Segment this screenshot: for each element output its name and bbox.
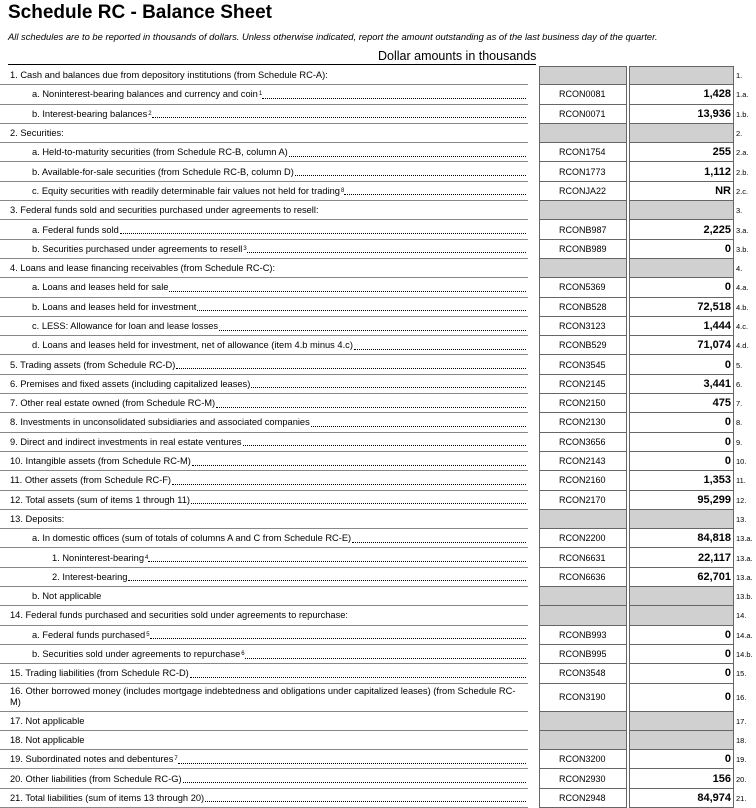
mdrm-code-cell: RCON6636 xyxy=(539,568,627,587)
amount-cell: 0 xyxy=(629,278,734,297)
amount-cell: 71,074 xyxy=(629,336,734,355)
mdrm-code-cell xyxy=(539,731,627,750)
row-label xyxy=(0,259,528,278)
item-number: 3.a. xyxy=(736,225,749,235)
item-number: 13.a. xyxy=(736,534,753,544)
item-number: 1.a. xyxy=(736,90,749,100)
table-row xyxy=(0,568,756,587)
table-row xyxy=(0,510,756,529)
row-label-text: a. Federal funds sold xyxy=(32,224,119,235)
table-row xyxy=(0,731,756,750)
item-number: 9. xyxy=(736,437,743,447)
amount-cell: 156 xyxy=(629,769,734,788)
item-number: 18. xyxy=(736,735,747,745)
dot-leader xyxy=(150,637,526,639)
row-label: a. Federal funds purchased 5 xyxy=(0,626,528,645)
table-row xyxy=(0,684,756,712)
table-row xyxy=(0,317,756,336)
table-row xyxy=(0,645,756,664)
table-row xyxy=(0,182,756,201)
row-label xyxy=(0,143,528,162)
item-number: 3.b. xyxy=(736,244,749,254)
instructions-text: All schedules are to be reported in thousands of dollars. Unless otherwise indicated, report the amount outstanding as of the last business day of the quarter. xyxy=(8,31,658,42)
item-number: 11. xyxy=(736,476,746,486)
item-number: 4.c. xyxy=(736,322,749,331)
row-label xyxy=(0,731,528,750)
row-label-text: 12. Total assets (sum of items 1 through 11) xyxy=(10,494,190,505)
row-label xyxy=(0,220,528,239)
amount-cell: 0 xyxy=(629,433,734,452)
dot-leader xyxy=(178,762,526,764)
row-label-text: 2. Securities: xyxy=(10,128,64,139)
table-row xyxy=(0,452,756,471)
mdrm-code-cell: RCON6631 xyxy=(539,548,627,567)
table-row xyxy=(0,413,756,432)
dot-leader xyxy=(354,348,526,350)
row-label xyxy=(0,789,528,808)
amount-cell: 84,818 xyxy=(629,529,734,548)
dot-leader xyxy=(183,781,526,783)
item-number: 4. xyxy=(736,264,743,274)
amount-cell: 0 xyxy=(629,452,734,471)
mdrm-code-cell: RCON0071 xyxy=(539,105,627,124)
amount-cell: 1,112 xyxy=(629,162,734,181)
row-label xyxy=(0,568,528,587)
row-label xyxy=(0,471,528,490)
item-number: 6. xyxy=(736,379,743,389)
mdrm-code-cell: RCON2948 xyxy=(539,789,627,808)
row-label-text: 18. Not applicable xyxy=(10,734,85,745)
amount-cell xyxy=(629,731,734,750)
row-label: 19. Subordinated notes and debentures 7 xyxy=(0,750,528,769)
amount-cell: 13,936 xyxy=(629,105,734,124)
row-label-text: 1. Noninterest-bearing xyxy=(52,552,144,563)
item-number: 12. xyxy=(736,495,747,505)
units-heading: Dollar amounts in thousands xyxy=(378,49,537,63)
dot-leader xyxy=(192,464,526,466)
row-label-text: 3. Federal funds sold and securities purchased under agreements to resell: xyxy=(10,205,319,216)
item-number: 4.d. xyxy=(736,341,749,351)
amount-cell: 0 xyxy=(629,413,734,432)
amount-cell xyxy=(629,66,734,85)
row-label xyxy=(0,413,528,432)
mdrm-code-cell: RCON3545 xyxy=(539,355,627,374)
mdrm-code-cell xyxy=(539,712,627,731)
item-number: 5. xyxy=(736,360,743,370)
dot-leader xyxy=(295,174,526,176)
row-label xyxy=(0,355,528,374)
row-label-text: b. Interest-bearing balances xyxy=(32,108,148,119)
amount-cell: NR xyxy=(629,182,734,201)
row-label xyxy=(0,317,528,336)
item-number: 2. xyxy=(736,129,743,139)
mdrm-code-cell: RCON2145 xyxy=(539,375,627,394)
row-label-text: a. Federal funds purchased xyxy=(32,629,146,640)
amount-cell: 84,974 xyxy=(629,789,734,808)
row-label xyxy=(0,712,528,731)
row-label-text: 11. Other assets (from Schedule RC-F) xyxy=(10,475,172,486)
dot-leader xyxy=(191,502,526,504)
mdrm-code-cell: RCON2200 xyxy=(539,529,627,548)
item-number: 13.b. xyxy=(736,592,753,602)
row-label-text: a. Held-to-maturity securities (from Schedule RC-B, column A) xyxy=(32,147,288,158)
row-label xyxy=(0,201,528,220)
row-label-text: 6. Premises and fixed assets (including capitalized leases) xyxy=(10,378,251,389)
mdrm-code-cell: RCON2160 xyxy=(539,471,627,490)
dot-leader xyxy=(311,425,526,427)
page-title: Schedule RC - Balance Sheet xyxy=(8,2,272,23)
row-label: c. Equity securities with readily determinable fair values not held for trading 8 xyxy=(0,182,528,201)
mdrm-code-cell xyxy=(539,259,627,278)
amount-cell: 0 xyxy=(629,684,734,712)
amount-cell: 0 xyxy=(629,626,734,645)
mdrm-code-cell: RCON3200 xyxy=(539,750,627,769)
dot-leader xyxy=(216,406,526,408)
row-label xyxy=(0,394,528,413)
amount-cell xyxy=(629,606,734,625)
mdrm-code-cell: RCON3190 xyxy=(539,684,627,712)
table-row xyxy=(0,529,756,548)
row-label-text: a. In domestic offices (sum of totals of columns A and C from Schedule RC-E) xyxy=(32,533,352,544)
table-row xyxy=(0,664,756,683)
mdrm-code-cell: RCON3656 xyxy=(539,433,627,452)
item-number: 19. xyxy=(736,755,747,765)
mdrm-code-cell xyxy=(539,510,627,529)
dot-leader xyxy=(352,541,526,543)
item-number: 13.a. xyxy=(736,572,753,582)
table-row xyxy=(0,240,756,259)
table-row xyxy=(0,606,756,625)
row-label-text: 9. Direct and indirect investments in real estate ventures xyxy=(10,436,242,447)
item-number: 2.a. xyxy=(736,148,749,158)
row-label xyxy=(0,684,528,712)
amount-cell: 1,428 xyxy=(629,85,734,104)
mdrm-code-cell: RCON0081 xyxy=(539,85,627,104)
table-row xyxy=(0,298,756,317)
table-row xyxy=(0,375,756,394)
amount-cell: 0 xyxy=(629,664,734,683)
row-label-text: 21. Total liabilities (sum of items 13 through 20) xyxy=(10,792,205,803)
amount-cell: 2,225 xyxy=(629,220,734,239)
mdrm-code-cell: RCON2170 xyxy=(539,491,627,510)
item-number: 14.b. xyxy=(736,650,753,660)
row-label xyxy=(0,298,528,317)
item-number: 2.b. xyxy=(736,167,749,177)
row-label-text: 16. Other borrowed money (includes mortgage indebtedness and obligations under capitalized leases) (from Schedule RC-M) xyxy=(10,686,526,708)
amount-cell xyxy=(629,124,734,143)
table-row xyxy=(0,220,756,239)
table-row xyxy=(0,587,756,606)
dot-leader xyxy=(152,116,526,118)
table-row xyxy=(0,278,756,297)
row-label xyxy=(0,162,528,181)
mdrm-code-cell: RCON5369 xyxy=(539,278,627,297)
item-number: 14. xyxy=(736,611,747,621)
table-row xyxy=(0,162,756,181)
dot-leader xyxy=(262,97,526,99)
row-label-text: b. Loans and leases held for investment xyxy=(32,301,197,312)
row-label xyxy=(0,664,528,683)
mdrm-code-cell: RCON2930 xyxy=(539,769,627,788)
dot-leader xyxy=(148,560,526,562)
mdrm-code-cell: RCONB995 xyxy=(539,645,627,664)
item-number: 4.a. xyxy=(736,283,749,293)
dot-leader xyxy=(169,290,526,292)
row-label-text: 8. Investments in unconsolidated subsidiaries and associated companies xyxy=(10,417,310,428)
mdrm-code-cell: RCON3123 xyxy=(539,317,627,336)
balance-sheet-table xyxy=(0,66,756,808)
mdrm-code-cell: RCON2150 xyxy=(539,394,627,413)
row-label: a. Noninterest-bearing balances and currency and coin 1 xyxy=(0,85,528,104)
item-number: 21. xyxy=(736,793,747,803)
row-label: 1. Noninterest-bearing 4 xyxy=(0,548,528,567)
dot-leader xyxy=(172,483,526,485)
item-number: 3. xyxy=(736,206,743,216)
amount-cell xyxy=(629,510,734,529)
row-label: b. Securities sold under agreements to repurchase 6 xyxy=(0,645,528,664)
item-number: 15. xyxy=(736,669,747,679)
mdrm-code-cell: RCONB529 xyxy=(539,336,627,355)
row-label-text: a. Loans and leases held for sale xyxy=(32,282,169,293)
dot-leader xyxy=(176,367,526,369)
amount-cell xyxy=(629,587,734,606)
mdrm-code-cell: RCON2143 xyxy=(539,452,627,471)
mdrm-code-cell: RCON1773 xyxy=(539,162,627,181)
amount-cell xyxy=(629,712,734,731)
dot-leader xyxy=(289,155,526,157)
dot-leader xyxy=(197,309,526,311)
row-label xyxy=(0,529,528,548)
item-number: 17. xyxy=(736,716,747,726)
table-row xyxy=(0,750,756,769)
row-label-text: c. Equity securities with readily determinable fair values not held for trading xyxy=(32,185,340,196)
item-number: 8. xyxy=(736,418,743,428)
row-label xyxy=(0,124,528,143)
mdrm-code-cell xyxy=(539,606,627,625)
amount-cell: 475 xyxy=(629,394,734,413)
row-label-text: 1. Cash and balances due from depository institutions (from Schedule RC-A): xyxy=(10,70,328,81)
amount-cell: 22,117 xyxy=(629,548,734,567)
row-label-text: d. Loans and leases held for investment, net of allowance (item 4.b minus 4.c) xyxy=(32,340,353,351)
row-label xyxy=(0,375,528,394)
mdrm-code-cell: RCONB993 xyxy=(539,626,627,645)
row-label-text: b. Securities purchased under agreements to resell xyxy=(32,243,243,254)
row-label-text: b. Not applicable xyxy=(32,591,102,602)
amount-cell: 1,353 xyxy=(629,471,734,490)
mdrm-code-cell: RCONB989 xyxy=(539,240,627,259)
row-label xyxy=(0,606,528,625)
row-label-text: b. Available-for-sale securities (from Schedule RC-B, column D) xyxy=(32,166,294,177)
amount-cell: 0 xyxy=(629,750,734,769)
row-label-text: 7. Other real estate owned (from Schedule RC-M) xyxy=(10,398,216,409)
dot-leader xyxy=(247,251,526,253)
row-label-text: 13. Deposits: xyxy=(10,513,65,524)
table-row xyxy=(0,336,756,355)
row-label: b. Interest-bearing balances 2 xyxy=(0,105,528,124)
table-row xyxy=(0,626,756,645)
amount-cell: 0 xyxy=(629,645,734,664)
mdrm-code-cell: RCONJA22 xyxy=(539,182,627,201)
mdrm-code-cell xyxy=(539,587,627,606)
amount-cell: 62,701 xyxy=(629,568,734,587)
table-row xyxy=(0,491,756,510)
row-label xyxy=(0,452,528,471)
item-number: 14.a. xyxy=(736,630,753,640)
item-number: 7. xyxy=(736,399,743,409)
row-label-text: 5. Trading assets (from Schedule RC-D) xyxy=(10,359,176,370)
table-row xyxy=(0,355,756,374)
row-label-text: 14. Federal funds purchased and securities sold under agreements to repurchase: xyxy=(10,610,348,621)
row-label xyxy=(0,66,528,85)
table-row xyxy=(0,105,756,124)
dot-leader xyxy=(251,386,526,388)
item-number: 16. xyxy=(736,693,747,702)
table-row xyxy=(0,143,756,162)
dot-leader xyxy=(219,329,526,331)
row-label-text: 17. Not applicable xyxy=(10,715,85,726)
item-number: 2.c. xyxy=(736,186,749,196)
item-number: 1. xyxy=(736,71,743,81)
row-label xyxy=(0,510,528,529)
row-label: b. Securities purchased under agreements to resell 3 xyxy=(0,240,528,259)
row-label-text: 2. Interest-bearing xyxy=(52,571,128,582)
amount-cell xyxy=(629,201,734,220)
item-number: 10. xyxy=(736,457,747,467)
dot-leader xyxy=(243,444,526,446)
mdrm-code-cell xyxy=(539,124,627,143)
amount-cell xyxy=(629,259,734,278)
table-row xyxy=(0,433,756,452)
heading-rule xyxy=(8,64,536,65)
table-row xyxy=(0,85,756,104)
table-row xyxy=(0,548,756,567)
row-label xyxy=(0,587,528,606)
dot-leader xyxy=(245,657,526,659)
row-label-text: 4. Loans and lease financing receivables (from Schedule RC-C): xyxy=(10,263,276,274)
table-row xyxy=(0,471,756,490)
row-label-text: a. Noninterest-bearing balances and currency and coin xyxy=(32,89,258,100)
row-label-text: b. Securities sold under agreements to repurchase xyxy=(32,649,241,660)
mdrm-code-cell: RCON2130 xyxy=(539,413,627,432)
item-number: 4.b. xyxy=(736,302,749,312)
mdrm-code-cell: RCON1754 xyxy=(539,143,627,162)
table-row xyxy=(0,124,756,143)
table-row xyxy=(0,259,756,278)
item-number: 13. xyxy=(736,514,747,524)
amount-cell: 1,444 xyxy=(629,317,734,336)
row-label xyxy=(0,278,528,297)
amount-cell: 0 xyxy=(629,240,734,259)
table-row xyxy=(0,712,756,731)
mdrm-code-cell: RCONB528 xyxy=(539,298,627,317)
dot-leader xyxy=(344,193,526,195)
row-label xyxy=(0,769,528,788)
row-label-text: 19. Subordinated notes and debentures xyxy=(10,754,174,765)
row-label xyxy=(0,491,528,510)
item-number: 1.b. xyxy=(736,109,749,119)
amount-cell: 0 xyxy=(629,355,734,374)
amount-cell: 95,299 xyxy=(629,491,734,510)
mdrm-code-cell xyxy=(539,66,627,85)
item-number: 20. xyxy=(736,774,747,784)
table-row xyxy=(0,394,756,413)
amount-cell: 255 xyxy=(629,143,734,162)
amount-cell: 72,518 xyxy=(629,298,734,317)
row-label xyxy=(0,336,528,355)
dot-leader xyxy=(120,232,526,234)
row-label-text: c. LESS: Allowance for loan and lease losses xyxy=(32,321,219,331)
mdrm-code-cell: RCONB987 xyxy=(539,220,627,239)
row-label-text: 10. Intangible assets (from Schedule RC-M) xyxy=(10,456,191,467)
dot-leader xyxy=(190,676,526,678)
mdrm-code-cell: RCON3548 xyxy=(539,664,627,683)
table-row xyxy=(0,769,756,788)
dot-leader xyxy=(128,579,526,581)
row-label xyxy=(0,433,528,452)
item-number: 13.a. xyxy=(736,553,753,563)
table-row xyxy=(0,789,756,808)
table-row xyxy=(0,66,756,85)
row-label-text: 20. Other liabilities (from Schedule RC-G) xyxy=(10,773,182,784)
row-label-text: 15. Trading liabilities (from Schedule RC-D) xyxy=(10,668,189,679)
table-row xyxy=(0,201,756,220)
mdrm-code-cell xyxy=(539,201,627,220)
amount-cell: 3,441 xyxy=(629,375,734,394)
